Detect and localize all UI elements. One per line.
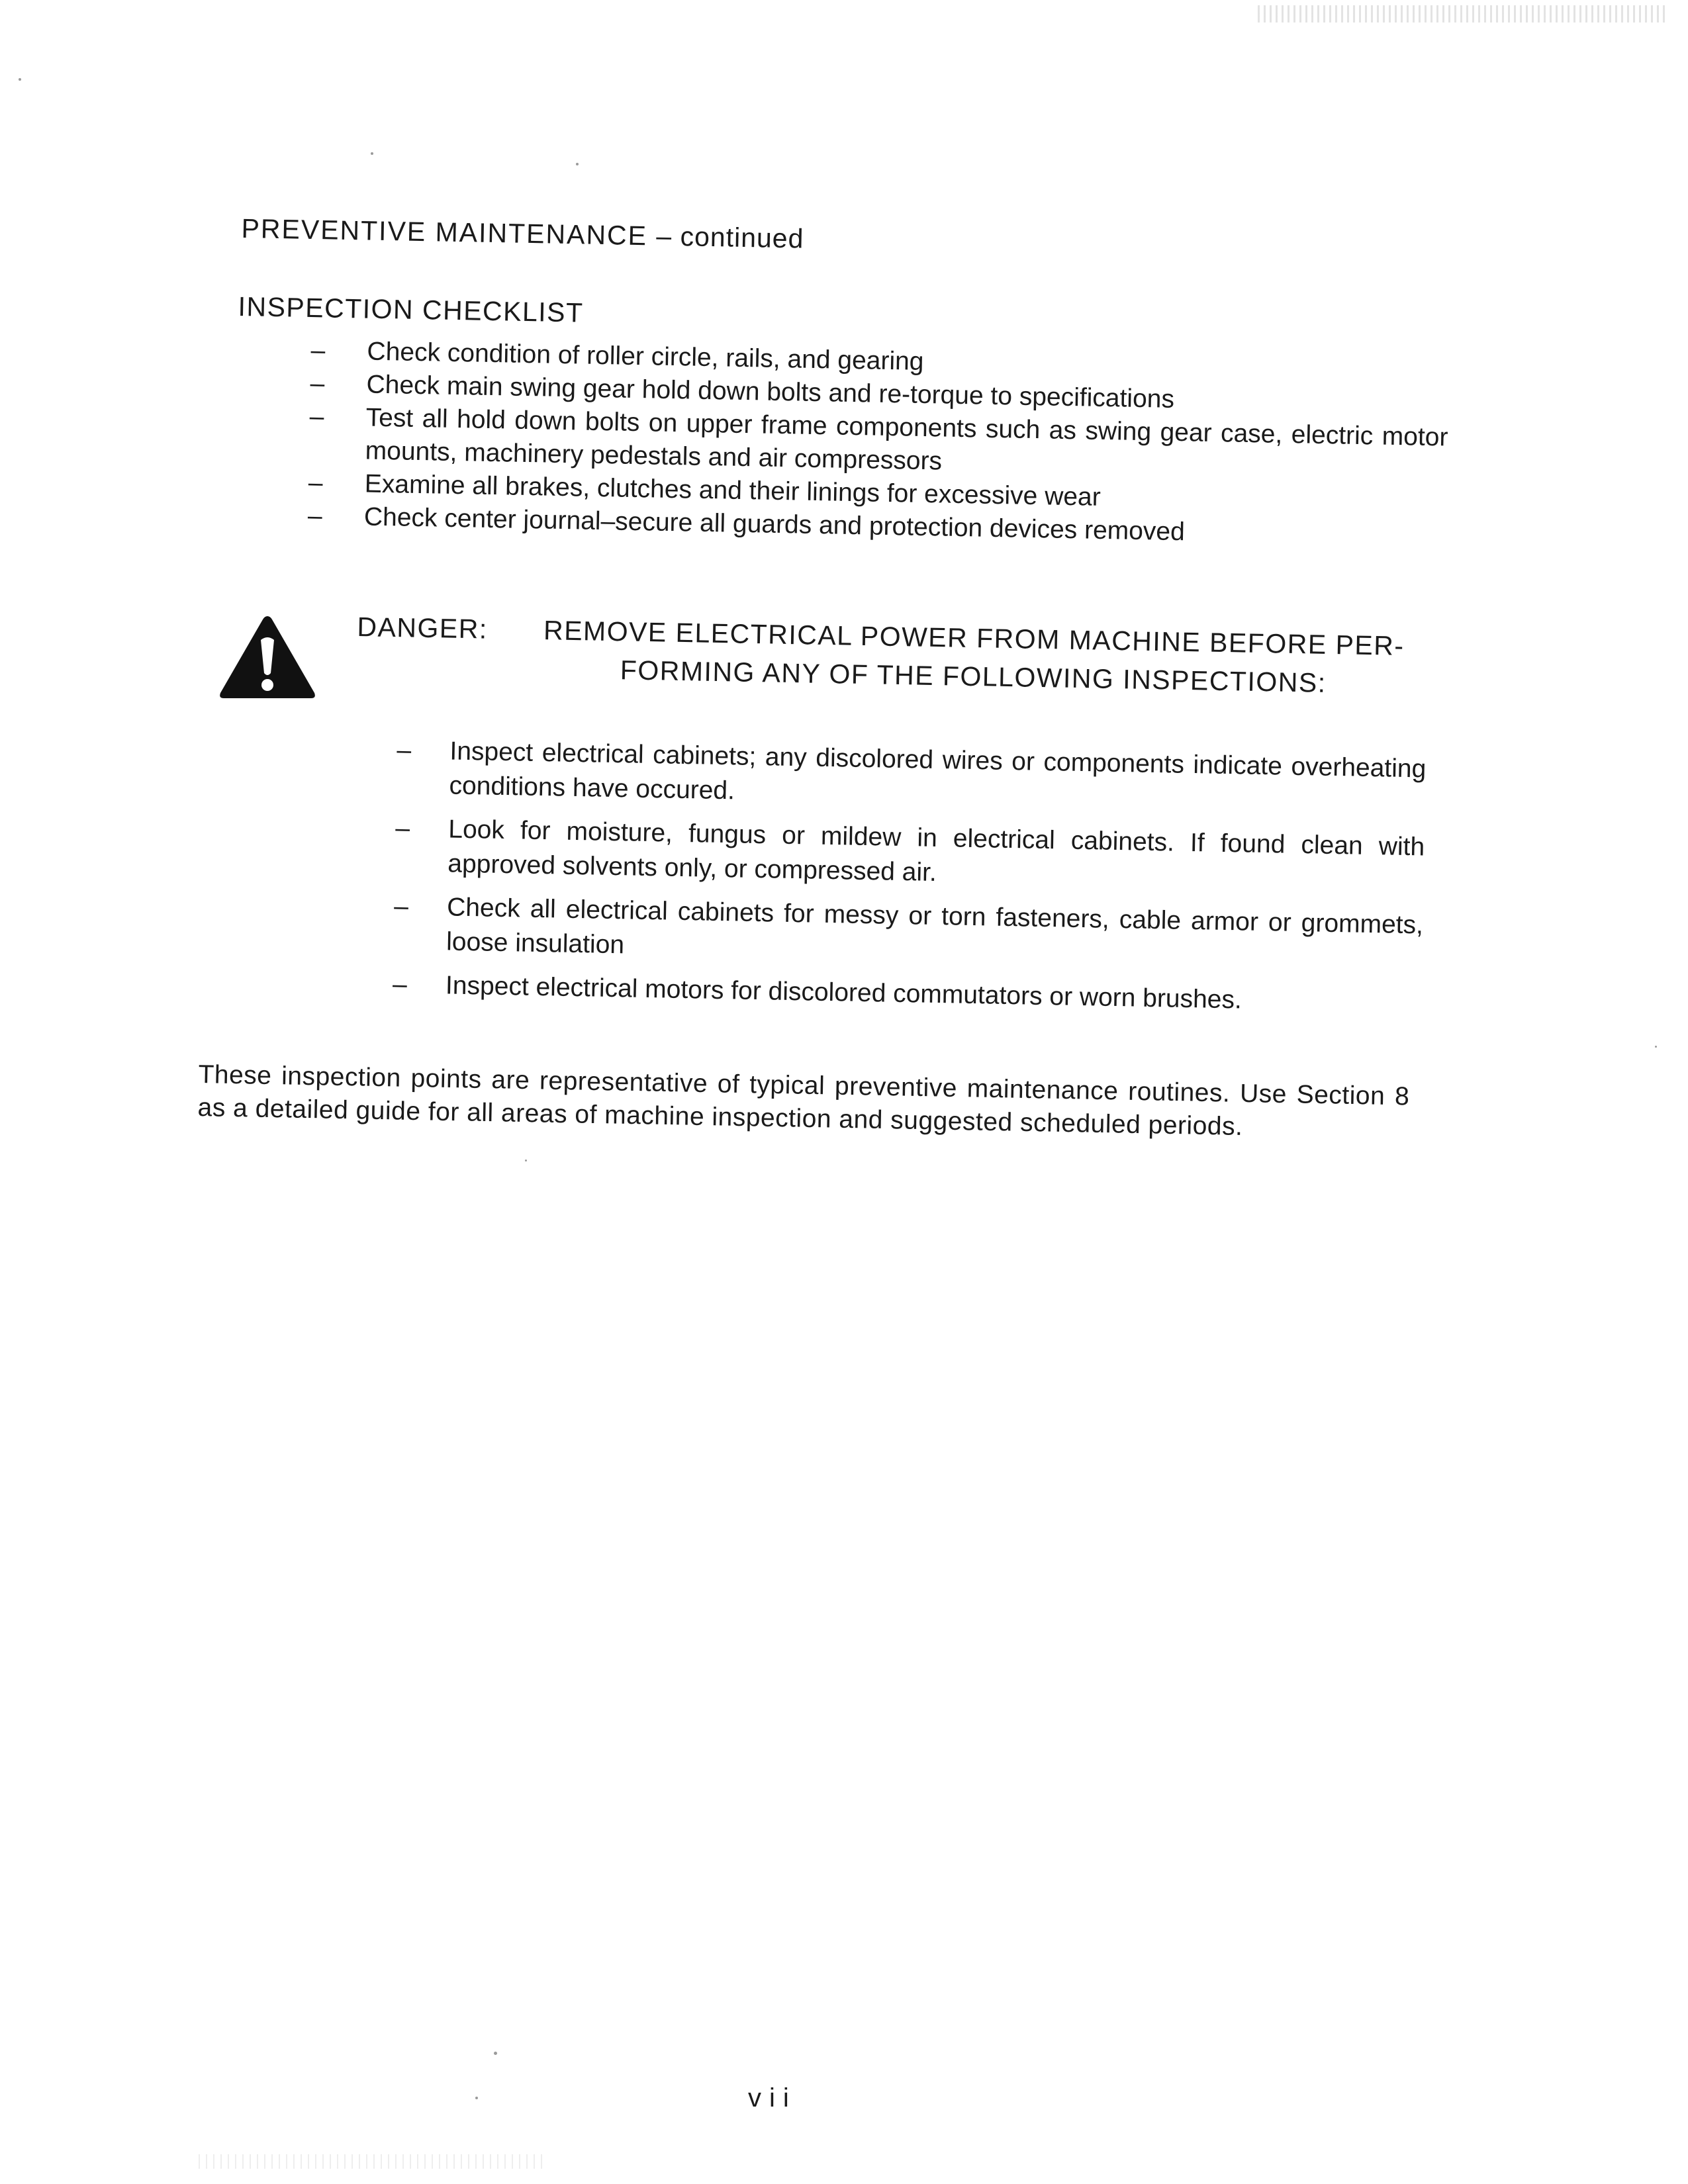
summary-paragraph: These inspection points are representative of typical preventive maintenance routines. Use Section 8 as a detailed guide for all areas of machine inspection and suggested scheduled periods.: [197, 1060, 1410, 1141]
list-item-text: Check main swing gear hold down bolts and re-torque to specifications: [366, 370, 1175, 414]
list-dash: –: [309, 402, 324, 432]
scan-speck: [475, 2097, 478, 2099]
list-item-text: Test all hold down bolts on upper frame components such as swing gear case, electric motor mounts, machinery pedestals and air compressors: [365, 403, 1448, 476]
list-item: [395, 811, 1425, 899]
danger-text-line: REMOVE ELECTRICAL POWER FROM MACHINE BEFORE PER-: [543, 615, 1405, 661]
inspection-checklist: [308, 334, 1450, 553]
scan-speck: [525, 1160, 527, 1161]
list-dash: –: [310, 369, 325, 398]
list-item: [393, 968, 1423, 1021]
danger-text: [523, 611, 1425, 704]
list-item-text: Examine all brakes, clutches and their linings for excessive wear: [364, 469, 1102, 512]
list-item: [396, 733, 1427, 821]
list-dash: –: [397, 735, 412, 765]
scan-speck: [371, 152, 373, 155]
list-item-text: Look for moisture, fungus or mildew in electrical cabinets. If found clean with approved solvents only, or compressed air.: [447, 815, 1425, 887]
danger-text-line: FORMING ANY OF THE FOLLOWING INSPECTIONS:: [620, 655, 1327, 698]
list-item: [393, 889, 1424, 977]
list-dash: –: [310, 336, 326, 365]
page-number: vii: [748, 2083, 797, 2113]
list-item-text: Inspect electrical motors for discolored commutators or worn brushes.: [445, 971, 1243, 1015]
scan-speck: [494, 2052, 497, 2055]
list-dash: –: [395, 813, 410, 843]
danger-notice: [356, 608, 1443, 704]
danger-label: DANGER:: [357, 611, 489, 645]
scan-noise-bottom: [199, 2154, 543, 2169]
list-item-text: Check all electrical cabinets for messy or torn fasteners, cable armor or grommets, loose insulation: [445, 893, 1424, 960]
scan-noise-top: [1258, 5, 1668, 23]
scan-speck: [576, 163, 579, 165]
electrical-inspection-list: [392, 733, 1426, 1030]
scan-speck: [19, 78, 21, 81]
list-dash: –: [393, 891, 409, 921]
list-dash: –: [308, 468, 323, 498]
list-dash: –: [307, 501, 323, 531]
warning-triangle-icon: [217, 612, 318, 702]
scan-speck: [1655, 1046, 1657, 1048]
header-title: PREVENTIVE MAINTENANCE: [241, 213, 648, 251]
header-continued: – continued: [656, 220, 804, 254]
checklist-title: INSPECTION CHECKLIST: [238, 291, 585, 328]
list-item-text: Check center journal–secure all guards and protection devices removed: [363, 502, 1186, 547]
list-item-text: Check condition of roller circle, rails, and gearing: [367, 337, 924, 376]
list-item-text: Inspect electrical cabinets; any discolored wires or components indicate overheating conditions have occured.: [449, 737, 1427, 805]
page-header: [241, 213, 804, 255]
list-dash: –: [392, 970, 408, 999]
